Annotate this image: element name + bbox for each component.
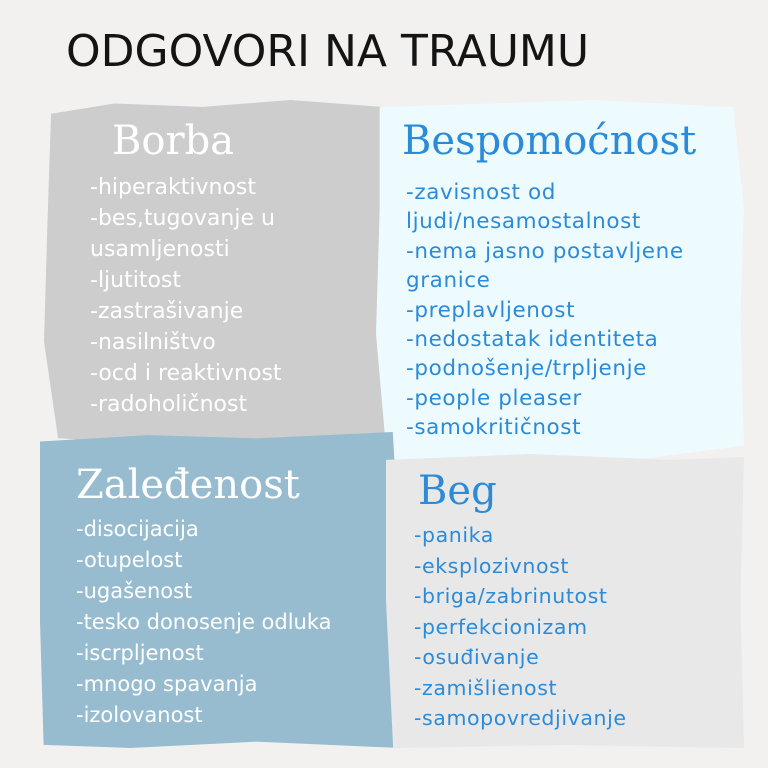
list-item: usamljenosti [90,237,230,262]
list-item: -osuđivanje [414,645,540,669]
zaledjenost-heading: Zaleđenost [76,462,300,508]
list-item: ljudi/nesamostalnost [406,209,641,235]
list-item: -radoholičnost [90,392,248,417]
list-item: -perfekcionizam [414,614,588,639]
list-item: -tesko donosenje odluka [76,610,332,634]
beg-heading: Beg [418,468,497,514]
list-item: -otupelost [76,548,183,572]
beg-list [414,520,627,734]
page-title: ODGOVORI NA TRAUMU [66,26,590,77]
bespomocnost-heading: Bespomoćnost [402,118,697,164]
list-item: -bes,tugovanje u [90,206,275,231]
list-item: -podnošenje/trpljenje [406,356,648,382]
borba-heading: Borba [112,118,235,164]
zaledjenost-list [76,514,332,731]
list-item: -nasilništvo [90,330,216,355]
list-item: -zamišlienost [414,675,558,700]
list-item: -nema jasno postavljene [406,238,684,264]
list-item: -briga/zabrinutost [414,584,608,608]
list-item: -zastrašivanje [90,299,244,324]
list-item: -nedostatak identiteta [406,327,659,353]
list-item: -ljutitost [90,268,182,293]
list-item: -eksplozivnost [414,553,570,578]
list-item: -disocijacija [76,517,199,541]
list-item: -iscrpljenost [76,641,204,665]
borba-list [90,172,282,420]
list-item: -zavisnost od [406,180,556,205]
bespomocnost-list [406,178,684,443]
list-item: -ugašenost [76,579,193,603]
list-item: -people pleaser [406,385,582,411]
list-item: -panika [414,523,494,547]
list-item: granice [406,268,491,294]
list-item: -mnogo spavanja [76,672,258,696]
list-item: -ocd i reaktivnost [90,361,282,386]
list-item: -samokritičnost [406,415,582,441]
list-item: -samopovredjivanje [414,706,627,730]
list-item: -hiperaktivnost [90,175,257,200]
list-item: -izolovanost [76,703,203,727]
list-item: -preplavljenost [406,297,576,323]
